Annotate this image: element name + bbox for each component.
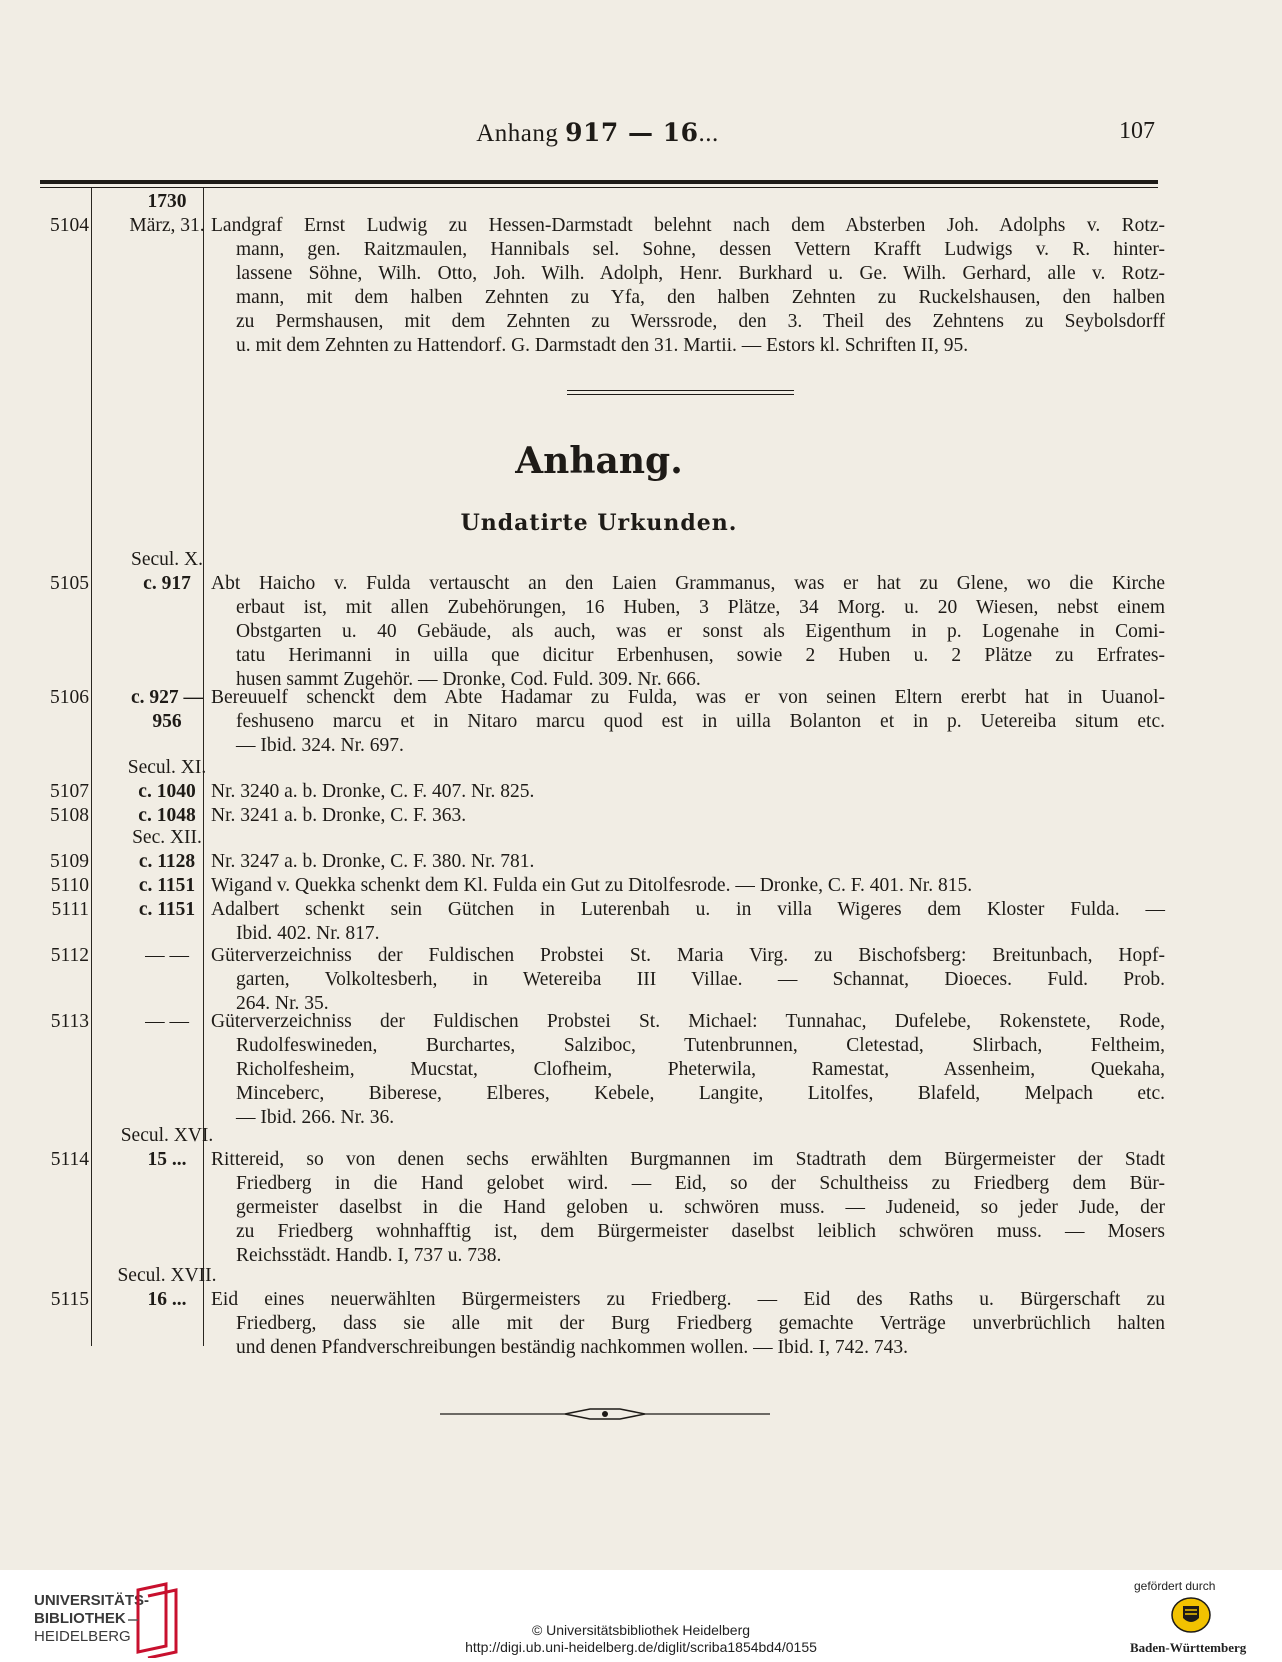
text-line: Landgraf Ernst Ludwig zu Hessen-Darmstadt belehnt nach dem Absterben Joh. Adolphs v. Rotz- bbox=[211, 215, 1165, 236]
entry-text bbox=[211, 780, 1165, 804]
header-rule-thin bbox=[40, 187, 1158, 188]
text-line: 264. Nr. 35. bbox=[236, 993, 329, 1014]
entry-text bbox=[211, 898, 1165, 946]
coat-of-arms-icon bbox=[1170, 1594, 1212, 1636]
entry-text bbox=[211, 214, 1165, 358]
entry-date: 15 ... bbox=[147, 1149, 187, 1170]
entry-date: — — bbox=[145, 1011, 189, 1032]
running-title-range: 917 — 16 bbox=[565, 118, 699, 147]
entry-date: März, 31. bbox=[129, 215, 205, 236]
text-line: Rudolfeswineden, Burchartes, Salziboc, Tutenbrunnen, Cletestad, Slirbach, Feltheim, bbox=[236, 1035, 1165, 1056]
period-heading: Secul. XVII. bbox=[117, 1265, 217, 1286]
separator-rule bbox=[567, 394, 794, 395]
entry-date: c. 1128 bbox=[138, 851, 196, 872]
entry-text bbox=[211, 572, 1165, 692]
entry-number: 5114 bbox=[50, 1149, 89, 1170]
text-line: und denen Pfandverschreibungen beständig nachkommen wollen. — Ibid. I, 742. 743. bbox=[236, 1337, 909, 1358]
text-line: Friedberg in die Hand gelobet wird. — Eid, so der Schultheiss zu Friedberg dem Bür- bbox=[236, 1173, 1165, 1194]
text-line: husen sammt Zugehör. — Dronke, Cod. Fuld. 309. Nr. 666. bbox=[236, 669, 701, 690]
period-heading: Secul. X. bbox=[130, 549, 204, 570]
text-line: mann, mit dem halben Zehnten zu Yfa, den halben Zehnten zu Ruckelshausen, den halben bbox=[236, 287, 1165, 308]
text-line: tatu Herimanni in uilla que dicitur Erbenhusen, sowie 2 Huben u. 2 Plätze zu Erfrates- bbox=[236, 645, 1165, 666]
text-line: Adalbert schenkt sein Gütchen in Luterenbah u. in villa Wigeres dem Kloster Fulda. — bbox=[211, 899, 1165, 920]
entry-number: 5106 bbox=[50, 687, 89, 708]
entry-number: 5111 bbox=[51, 899, 89, 920]
text-line: Wigand v. Quekka schenkt dem Kl. Fulda ein Gut zu Ditolfesrode. — Dronke, C. F. 401. Nr. 815. bbox=[211, 875, 973, 896]
sponsor-name: Baden-Württemberg bbox=[1130, 1640, 1247, 1655]
text-line: u. mit dem Zehnten zu Hattendorf. G. Darmstadt den 31. Martii. — Estors kl. Schriften II, 95. bbox=[236, 335, 969, 356]
entry-text bbox=[211, 686, 1165, 758]
running-title-prefix: Anhang bbox=[476, 120, 559, 147]
text-line: feshuseno marcu et in Nitaro marcu quod est in uilla Bolanton et in p. Uetereiba situm etc. bbox=[236, 711, 1165, 732]
copyright-notice bbox=[0, 1622, 1282, 1656]
library-name-line: HEIDELBERG bbox=[34, 1628, 131, 1645]
text-line: Nr. 3240 a. b. Dronke, C. F. 407. Nr. 825. bbox=[211, 781, 535, 802]
entry-number: 5108 bbox=[50, 805, 89, 826]
header-rule-thick bbox=[40, 180, 1158, 184]
text-line: Friedberg, dass sie alle mit der Burg Friedberg gemachte Verträge unverbrüchlich halten bbox=[236, 1313, 1165, 1334]
entry-number: 5109 bbox=[50, 851, 89, 872]
entry-text bbox=[211, 1288, 1165, 1360]
entry-number: 5115 bbox=[50, 1289, 89, 1310]
text-line: Nr. 3241 a. b. Dronke, C. F. 363. bbox=[211, 805, 467, 826]
library-name-line: BIBLIOTHEK bbox=[34, 1610, 126, 1627]
text-line: Abt Haicho v. Fulda vertauscht an den Laien Grammanus, was er hat zu Glene, wo die Kirche bbox=[211, 573, 1165, 594]
entry-text bbox=[211, 1148, 1165, 1268]
entry-text bbox=[211, 804, 1165, 828]
permalink[interactable]: http://digi.ub.uni-heidelberg.de/diglit/scriba1854bd4/0155 bbox=[465, 1639, 817, 1655]
period-heading: Secul. XI. bbox=[127, 757, 207, 778]
text-line: Bereuuelf schenckt dem Abte Hadamar zu Fulda, was er von seinen Eltern ererbt hat in Uuanol- bbox=[211, 687, 1165, 708]
entry-number: 5107 bbox=[50, 781, 89, 802]
period-heading: Sec. XII. bbox=[132, 827, 202, 848]
entry-date-end: 956 bbox=[152, 711, 182, 732]
separator-rule bbox=[567, 390, 794, 391]
text-line: Nr. 3247 a. b. Dronke, C. F. 380. Nr. 781. bbox=[211, 851, 535, 872]
text-line: zu Permshausen, mit dem Zehnten zu Werssrode, den 3. Theil des Zehntens zu Seybolsdorff bbox=[236, 311, 1165, 332]
text-line: zu Friedberg wohnhafftig ist, dem Bürgermeister daselbst leiblich schwören muss. — Mosers bbox=[236, 1221, 1165, 1242]
text-line: mann, gen. Raitzmaulen, Hannibals sel. Sohne, dessen Vettern Krafft Ludwigs v. R. hinter- bbox=[236, 239, 1165, 260]
entry-number: 5110 bbox=[50, 875, 89, 896]
text-line: Richolfesheim, Mucstat, Clofheim, Pheterwila, Ramestat, Assenheim, Quekaha, bbox=[236, 1059, 1165, 1080]
entry-number: 5104 bbox=[50, 215, 89, 236]
entry-date: c. 1151 bbox=[138, 875, 196, 896]
sponsor-label: gefördert durch bbox=[1134, 1579, 1216, 1593]
entry-text bbox=[211, 874, 1165, 898]
entry-text bbox=[211, 944, 1165, 1016]
text-line: Reichsstädt. Handb. I, 737 u. 738. bbox=[236, 1245, 502, 1266]
text-line: — Ibid. 266. Nr. 36. bbox=[236, 1107, 395, 1128]
text-line: erbaut ist, mit allen Zubehörungen, 16 Huben, 3 Plätze, 34 Morg. u. 20 Wiesen, nebst einem bbox=[236, 597, 1165, 618]
text-line: — Ibid. 324. Nr. 697. bbox=[236, 735, 404, 756]
running-title bbox=[40, 118, 1155, 148]
text-line: garten, Volkoltesberh, in Wetereiba III Villae. — Schannat, Dioeces. Fuld. Prob. bbox=[236, 969, 1165, 990]
text-line: Rittereid, so von denen sechs erwählten Burgmannen im Stadtrath dem Bürgermeister der Stadt bbox=[211, 1149, 1165, 1170]
entry-date: c. 1151 bbox=[138, 899, 196, 920]
entry-date: c. 1040 bbox=[138, 781, 196, 802]
entry-text bbox=[211, 1010, 1165, 1130]
entry-number: 5112 bbox=[50, 945, 89, 966]
running-header bbox=[40, 118, 1155, 158]
text-line: Minceberc, Biberese, Elberes, Kebele, Langite, Litolfes, Blafeld, Melpach etc. bbox=[236, 1083, 1165, 1104]
entry-number: 5113 bbox=[50, 1011, 89, 1032]
library-name-line: UNIVERSITÄTS- bbox=[34, 1592, 150, 1609]
entry-date-start: c. 927 — bbox=[130, 687, 204, 708]
text-line: Güterverzeichniss der Fuldischen Probstei St. Michael: Tunnahac, Dufelebe, Rokenstete, Rode, bbox=[211, 1011, 1165, 1032]
section-title: Anhang. bbox=[515, 440, 683, 482]
entry-date: — — bbox=[145, 945, 189, 966]
copyright-text: © Universitätsbibliothek Heidelberg bbox=[531, 1622, 751, 1638]
entry-date: c. 1048 bbox=[138, 805, 196, 826]
text-line: Eid eines neuerwählten Bürgermeisters zu Friedberg. — Eid des Raths u. Bürgerschaft zu bbox=[211, 1289, 1165, 1310]
running-title-suffix: ... bbox=[698, 120, 719, 147]
entry-date: c. 917 bbox=[143, 573, 191, 594]
text-line: Obstgarten u. 40 Gebäude, als auch, was er sonst als Eigenthum in p. Logenahe in Comi- bbox=[236, 621, 1165, 642]
section-subtitle: Undatirte Urkunden. bbox=[460, 510, 738, 536]
year-heading: 1730 bbox=[147, 191, 187, 212]
period-heading: Secul. XVI. bbox=[120, 1125, 214, 1146]
text-line: germeister daselbst in die Hand geloben u. schwören muss. — Judeneid, so jeder Jude, der bbox=[236, 1197, 1165, 1218]
text-line: Güterverzeichniss der Fuldischen Probstei St. Maria Virg. zu Bischofsberg: Breitunbach, Hopf- bbox=[211, 945, 1165, 966]
end-ornament bbox=[440, 1403, 770, 1425]
entry-date: 16 ... bbox=[147, 1289, 187, 1310]
entry-text bbox=[211, 850, 1165, 874]
text-line: Ibid. 402. Nr. 817. bbox=[236, 923, 380, 944]
entry-number: 5105 bbox=[50, 573, 89, 594]
text-line: lassene Söhne, Wilh. Otto, Joh. Wilh. Adolph, Henr. Burkhard u. Ge. Wilh. Gerhard, alle v. Rotz- bbox=[236, 263, 1165, 284]
page-number: 107 bbox=[1119, 118, 1155, 144]
